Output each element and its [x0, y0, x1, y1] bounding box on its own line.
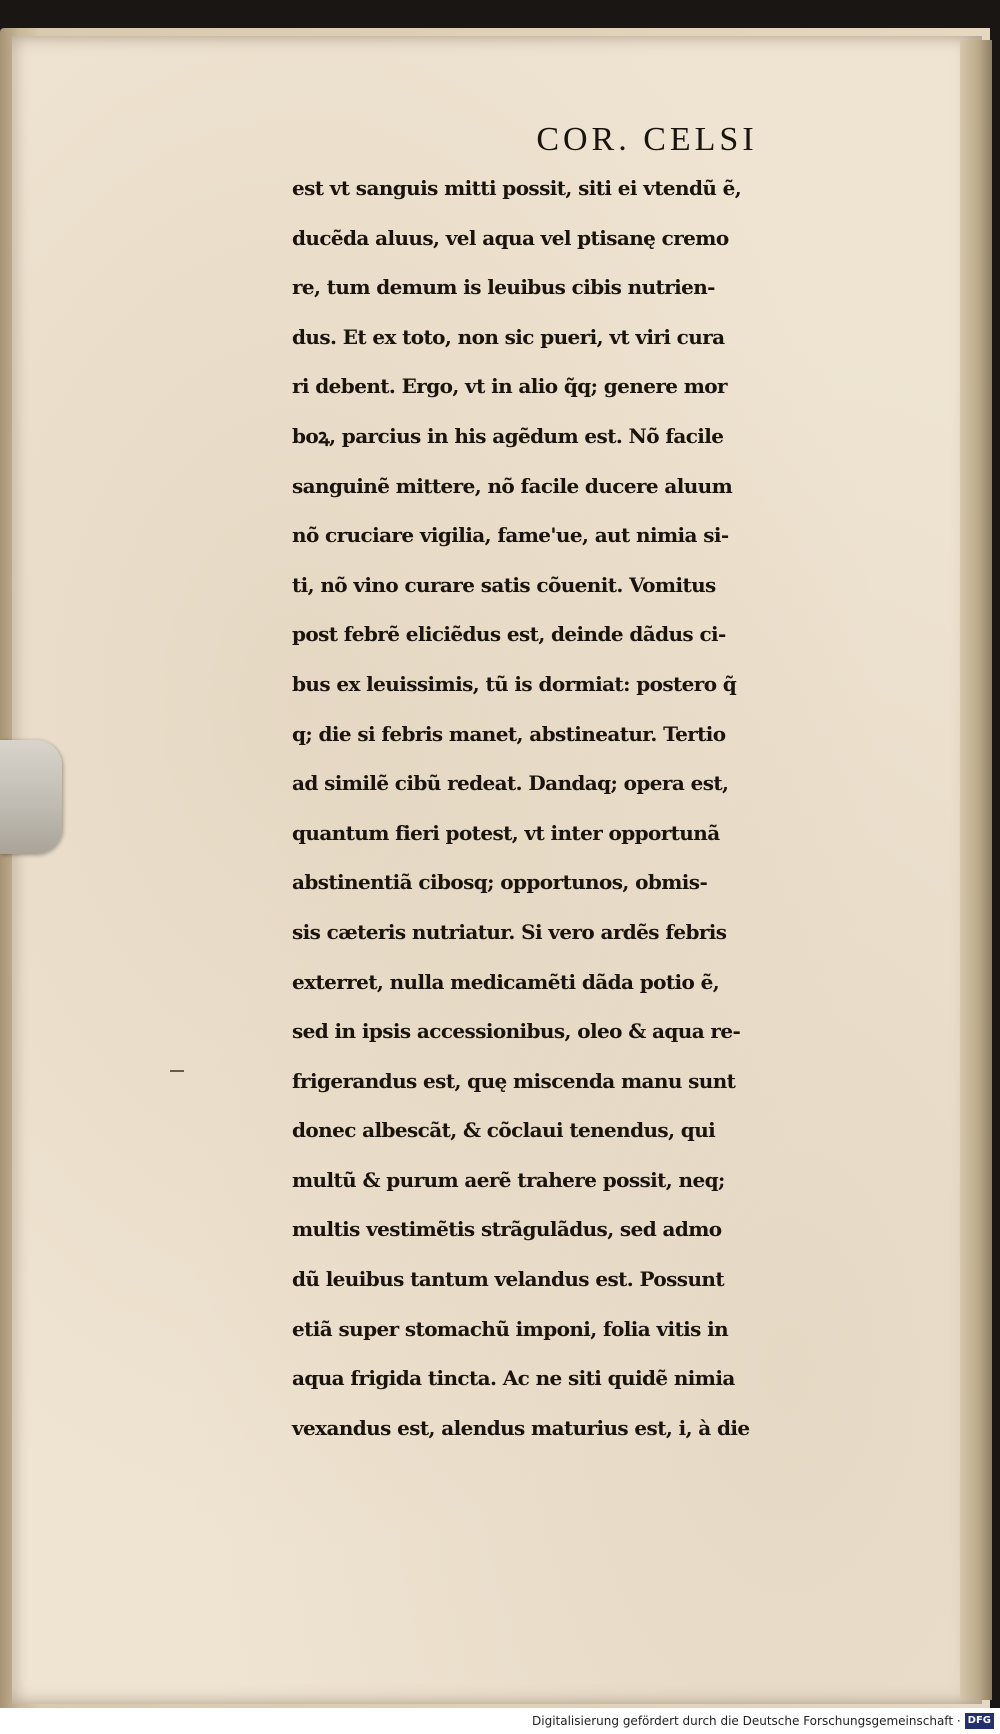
text-line: donec albescãt, & cõclaui tenendus, qui — [292, 1118, 716, 1143]
text-line: dus. Et ex toto, non sic pueri, vt viri cura — [292, 324, 725, 349]
text-block — [292, 118, 982, 1453]
text-line: sed in ipsis accessionibus, oleo & aqua re- — [292, 1019, 741, 1044]
text-line: re, tum demum is leuibus cibis nutrien- — [292, 275, 715, 300]
funding-credit: Digitalisierung gefördert durch die Deutsche Forschungsgemeinschaft · — [532, 1714, 961, 1728]
text-line: quantum fieri potest, vt inter opportunã — [292, 820, 720, 845]
text-line: ad similẽ cibũ redeat. Dandaq; opera est, — [292, 771, 729, 796]
text-line: q; die si febris manet, abstineatur. Tertio — [292, 721, 726, 746]
text-line: vexandus est, alendus maturius est, i, à die — [292, 1415, 750, 1440]
text-line: nõ cruciare vigilia, fame'ue, aut nimia si- — [292, 523, 729, 548]
margin-mark — [170, 1070, 184, 1072]
text-line: post febrẽ eliciẽdus est, deinde dãdus ci- — [292, 622, 726, 647]
text-line: abstinentiã cibosq; opportunos, obmis- — [292, 870, 708, 895]
text-line: etiã super stomachũ imponi, folia vitis in — [292, 1316, 729, 1341]
text-line: multũ & purum aerẽ trahere possit, neq; — [292, 1167, 725, 1192]
digitization-footer — [0, 1708, 1000, 1734]
text-line: est vt sanguis mitti possit, siti ei vtendũ ẽ, — [292, 176, 742, 200]
text-line: ducẽda aluus, vel aqua vel ptisanę cremo — [292, 225, 729, 250]
dfg-logo: DFG — [965, 1713, 994, 1729]
text-line: bus ex leuissimis, tũ is dormiat: postero q̃ — [292, 671, 737, 696]
text-line: multis vestimẽtis strãgulãdus, sed admo — [292, 1217, 722, 1242]
text-line: aqua frigida tincta. Ac ne siti quidẽ nimia — [292, 1366, 735, 1391]
text-line: sanguinẽ mittere, nõ facile ducere aluum — [292, 473, 733, 498]
clip-tab — [0, 740, 62, 854]
text-line: ti, nõ vino curare satis cõuenit. Vomitus — [292, 572, 716, 597]
text-line: frigerandus est, quę miscenda manu sunt — [292, 1068, 736, 1093]
body-text — [292, 164, 982, 1453]
text-line: dũ leuibus tantum velandus est. Possunt — [292, 1267, 724, 1292]
text-line: sis cæteris nutriatur. Si vero ardẽs febris — [292, 919, 727, 944]
running-header: COR. CELSI — [536, 121, 758, 158]
text-line: exterret, nulla medicamẽti dãda potio ẽ, — [292, 969, 720, 994]
text-line: ri debent. Ergo, vt in alio q̃q; genere mor — [292, 374, 727, 399]
text-line: boꝝ, parcius in his agẽdum est. Nõ facile — [292, 423, 724, 448]
